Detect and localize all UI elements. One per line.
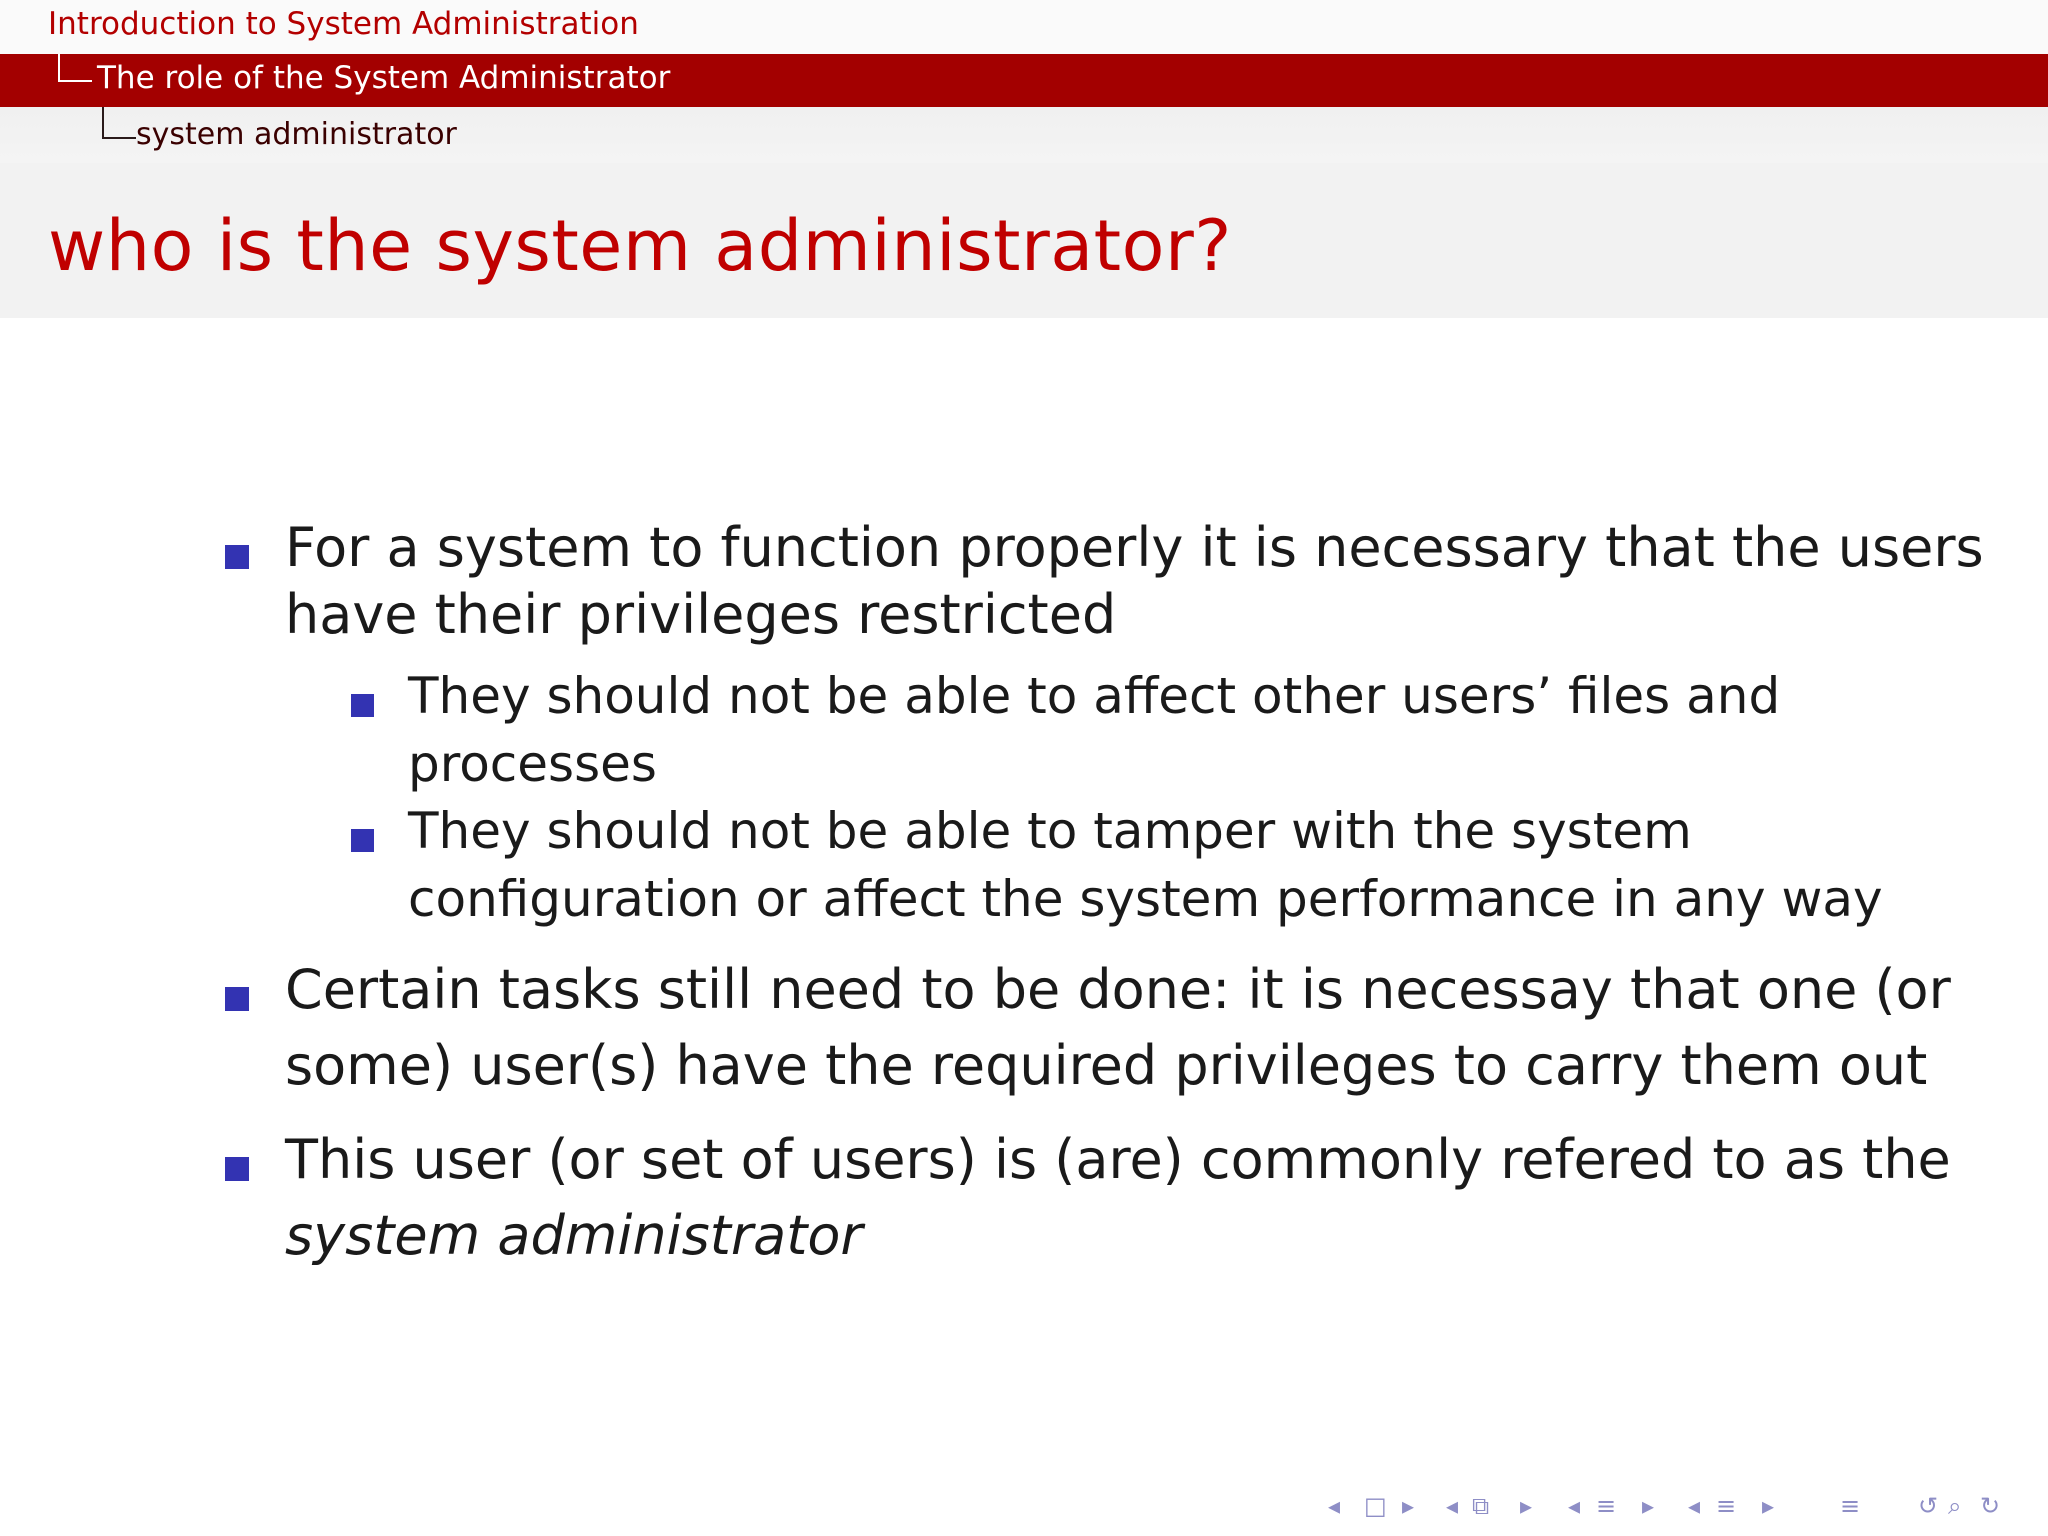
nav-section-icon[interactable]: ≡ [1596,1492,1617,1520]
breadcrumb-subsection-row [0,54,2048,107]
breadcrumb-subsection[interactable]: The role of the System Administrator [97,60,671,96]
nav-prev-icon[interactable]: ◂ [1688,1492,1701,1520]
nav-forward-icon[interactable]: ↻ [1980,1492,2001,1520]
nav-back-icon[interactable]: ↺ [1918,1492,1939,1520]
tree-elbow-icon [58,54,92,82]
bullet-1-line-2: have their privileges restricted [285,583,1117,646]
nav-next-list-icon[interactable]: ▸ [1762,1492,1775,1520]
nav-first-icon[interactable]: ◂ [1328,1492,1341,1520]
bullet-2-line-2: some) user(s) have the required privileges to carry them out [285,1034,1928,1097]
sub-bullet-1-line-2: processes [408,735,657,793]
bullet-2-line-1: Certain tasks still need to be done: it is necessay that one (or [285,958,1951,1021]
breadcrumb-section[interactable]: Introduction to System Administration [48,6,639,42]
bullet-3-line-2: system administrator [285,1204,863,1267]
frame-title-band [0,163,2048,318]
breadcrumb-subsubsection[interactable]: system administrator [136,117,457,152]
nav-subsection-icon[interactable]: ⧉ [1472,1492,1490,1520]
breadcrumb-section-row [0,0,2048,54]
bullet-3-line-1: This user (or set of users) is (are) commonly refered to as the [285,1128,1951,1191]
bullet-square-icon [225,987,249,1011]
sub-bullet-square-icon [351,694,374,717]
nav-prev-subsection-icon[interactable]: ◂ [1568,1492,1581,1520]
bullet-square-icon [225,545,249,569]
breadcrumb-subsubsection-row [0,107,2048,163]
nav-align-icon[interactable]: ≡ [1840,1492,1861,1520]
nav-next-section-icon[interactable]: ▸ [1520,1492,1533,1520]
frame-title: who is the system administrator? [48,205,1232,287]
tree-elbow-icon [102,107,136,139]
nav-prev-section-icon[interactable]: ◂ [1446,1492,1459,1520]
navigation-bar [1320,1490,2040,1522]
nav-next-icon[interactable]: ▸ [1402,1492,1415,1520]
bullet-1-line-1: For a system to function properly it is necessary that the users [285,516,1984,579]
sub-bullet-2-line-1: They should not be able to tamper with the system [408,802,1692,860]
sub-bullet-1-line-1: They should not be able to affect other users’ files and [408,667,1781,725]
nav-search-icon[interactable]: ⌕ [1948,1492,1962,1520]
nav-subsection-list-icon[interactable]: ≡ [1716,1492,1737,1520]
sub-bullet-2-line-2: configuration or affect the system performance in any way [408,870,1883,928]
nav-frame-icon[interactable]: □ [1364,1492,1387,1520]
sub-bullet-square-icon [351,829,374,852]
bullet-square-icon [225,1157,249,1181]
nav-next-subsection-icon[interactable]: ▸ [1642,1492,1655,1520]
